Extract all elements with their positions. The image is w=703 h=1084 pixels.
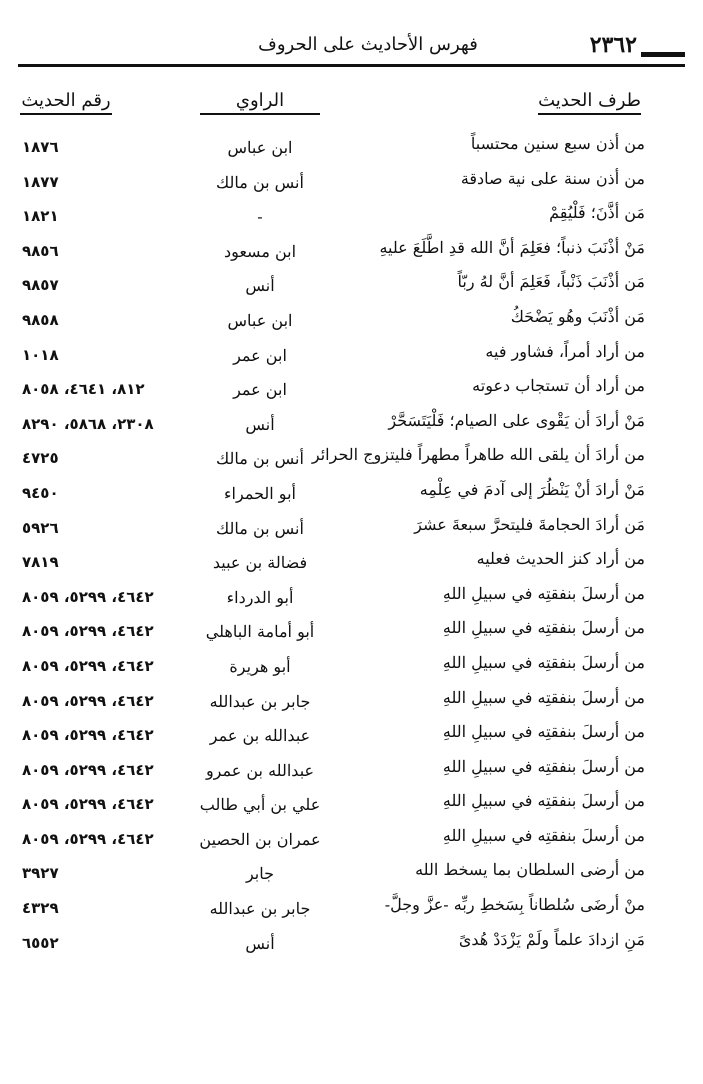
table-row: [0, 370, 703, 405]
hadith-number: ٩٨٥٨: [22, 310, 59, 329]
hadith-text: من أراد أن تستجاب دعوته: [472, 376, 645, 396]
narrator-name: ابن عباس: [227, 310, 293, 330]
table-row: [0, 232, 703, 267]
hadith-number: ١٨٧٦: [22, 138, 59, 156]
narrator-name: أنس: [245, 933, 275, 953]
hadith-text: من أراد أمراً، فشاور فيه: [485, 341, 645, 361]
hadith-number: ٤٦٤٢، ٥٢٩٩، ٨٠٥٩: [22, 587, 154, 606]
hadith-text: مَنْ أرادَ أنْ يَنْظُرَ إلى آدمَ في عِلْمِه: [419, 479, 645, 499]
hadith-number: ٥٩٢٦: [22, 518, 59, 537]
column-header-narrator: الراوي: [200, 90, 320, 115]
hadith-text: من أذن سبع سنين محتسباً: [470, 134, 645, 153]
hadith-number: ٤٦٤٢، ٥٢٩٩، ٨٠٥٩: [22, 622, 154, 641]
hadith-text: من أرسلَ بنفقتِه في سبيلِ اللهِ: [442, 756, 645, 776]
narrator-name: أنس: [245, 414, 275, 434]
hadith-text: مَن أرادَ الحجامةَ فليتحرَّ سبعةَ عشرَ: [414, 514, 645, 534]
hadith-number: ١٠١٨: [22, 345, 59, 364]
hadith-number: ٩٨٥٦: [22, 241, 59, 260]
narrator-name: فضالة بن عبيد: [212, 553, 308, 573]
hadith-text: مَنْ أرادَ أن يَقْوى على الصيام؛ فَلْيَتَسَحَّرْ: [388, 410, 645, 430]
narrator-name: جابر بن عبدالله: [209, 691, 311, 711]
header-rule: [18, 64, 685, 67]
hadith-number: ٦٥٥٢: [22, 933, 59, 952]
table-row: [0, 785, 703, 820]
narrator-name: عمران بن الحصين: [199, 829, 321, 849]
hadith-text: من أرادَ أن يلقى الله طاهراً مطهراً فليتزوج الحرائر: [311, 445, 645, 465]
hadith-text: من أرسلَ بنفقتِه في سبيلِ اللهِ: [442, 618, 645, 638]
column-header-hadith: طرف الحديث: [538, 90, 641, 115]
table-row: [0, 405, 703, 440]
table-row: [0, 751, 703, 786]
hadith-text: من أراد كنز الحديث فعليه: [476, 549, 645, 569]
narrator-name: أبو الدرداء: [226, 587, 294, 607]
hadith-number: ٤٦٤٢، ٥٢٩٩، ٨٠٥٩: [22, 760, 154, 779]
narrator-name: أبو الحمراء: [224, 483, 296, 503]
table-row: [0, 682, 703, 717]
hadith-number: ٤٦٤٢، ٥٢٩٩، ٨٠٥٩: [22, 829, 154, 848]
narrator-name: ابن مسعود: [223, 241, 297, 261]
index-table: [0, 128, 703, 958]
hadith-text: مَن أذْنَبَ وهُو يَضْحَكُ: [510, 306, 645, 326]
table-row: [0, 647, 703, 682]
page-number: ٢٣٦٢: [589, 32, 637, 58]
table-row: [0, 716, 703, 751]
table-row: [0, 924, 703, 959]
hadith-number: ٤٦٤٢، ٥٢٩٩، ٨٠٥٩: [22, 691, 154, 710]
hadith-number: ٢٣٠٨، ٥٨٦٨، ٨٢٩٠: [22, 414, 154, 433]
hadith-number: ٤٧٢٥: [22, 449, 59, 468]
hadith-number: ٤٣٢٩: [22, 899, 59, 918]
table-row: [0, 163, 703, 198]
table-row: [0, 474, 703, 509]
table-row: [0, 266, 703, 301]
hadith-number: ٣٩٢٧: [22, 864, 59, 883]
hadith-number: ٧٨١٩: [22, 553, 59, 572]
hadith-text: من أرضى السلطان بما يسخط الله: [415, 860, 645, 880]
hadith-text: مَن أذَّنَ؛ فَلْيُقِمْ: [549, 203, 645, 223]
narrator-name: أنس بن مالك: [216, 449, 304, 469]
column-header-number: رقم الحديث: [20, 90, 112, 115]
narrator-name: جابر بن عبدالله: [209, 899, 311, 919]
narrator-name: جابر: [245, 864, 275, 884]
narrator-name: عبدالله بن عمر: [209, 726, 311, 746]
table-row: [0, 336, 703, 371]
narrator-name: عبدالله بن عمرو: [205, 760, 315, 780]
narrator-name: أبو أمامة الباهلي: [205, 622, 315, 642]
hadith-number: ٤٦٤٢، ٥٢٩٩، ٨٠٥٩: [22, 795, 154, 814]
table-row: [0, 128, 703, 163]
hadith-text: من أرسلَ بنفقتِه في سبيلِ اللهِ: [442, 791, 645, 811]
table-row: [0, 612, 703, 647]
hadith-text: مَنِ ازدادَ علماً ولَمْ يَزْدَدْ هُدىً: [458, 929, 645, 949]
hadith-text: من أرسلَ بنفقتِه في سبيلِ اللهِ: [442, 687, 645, 707]
narrator-name: أبو هريرة: [229, 656, 291, 676]
hadith-number: ٤٦٤٢، ٥٢٩٩، ٨٠٥٩: [22, 656, 154, 675]
narrator-name: أنس بن مالك: [216, 172, 304, 192]
hadith-text: من أرسلَ بنفقتِه في سبيلِ اللهِ: [442, 722, 645, 742]
table-row: [0, 889, 703, 924]
table-row: [0, 854, 703, 889]
hadith-text: من أرسلَ بنفقتِه في سبيلِ اللهِ: [442, 652, 645, 672]
hadith-number: ١٨٧٧: [22, 172, 59, 191]
hadith-number: ٩٨٥٧: [22, 276, 59, 295]
hadith-text: من أذن سنة على نية صادقة: [460, 168, 645, 188]
page-header: [18, 30, 685, 70]
narrator-name: علي بن أبي طالب: [199, 795, 321, 815]
narrator-name: -: [257, 207, 263, 227]
hadith-text: من أرسلَ بنفقتِه في سبيلِ اللهِ: [442, 583, 645, 603]
table-row: [0, 301, 703, 336]
hadith-text: من أرسلَ بنفقتِه في سبيلِ اللهِ: [442, 825, 645, 845]
hadith-number: ٨١٢، ٤٦٤١، ٨٠٥٨: [22, 380, 145, 399]
narrator-name: ابن عباس: [227, 138, 293, 157]
table-row: [0, 578, 703, 613]
hadith-number: ٩٤٥٠: [22, 483, 59, 502]
hadith-number: ٤٦٤٢، ٥٢٩٩، ٨٠٥٩: [22, 726, 154, 745]
table-row: [0, 197, 703, 232]
hadith-text: مَنْ أذْنَبَ ذنباً؛ فعَلِمَ أنَّ الله قدِ اطَّلَعَ عليهِ: [379, 237, 645, 257]
narrator-name: أنس بن مالك: [216, 518, 304, 538]
page-number-dash: [641, 52, 685, 57]
table-row: [0, 509, 703, 544]
table-row: [0, 543, 703, 578]
hadith-text: مَن أذْنَبَ ذَنْباً، فَعَلِمَ أنَّ لهُ ربّاً: [457, 272, 645, 292]
hadith-number: ١٨٢١: [22, 207, 59, 226]
narrator-name: أنس: [245, 276, 275, 296]
table-row: [0, 820, 703, 855]
running-title: فهرس الأحاديث على الحروف: [258, 34, 478, 55]
narrator-name: ابن عمر: [233, 380, 287, 400]
table-row: [0, 439, 703, 474]
narrator-name: ابن عمر: [233, 345, 287, 365]
hadith-text: منْ أرضَى سُلطاناً بِسَخطِ ربِّه -عزَّ وجلَّ-: [384, 895, 645, 915]
